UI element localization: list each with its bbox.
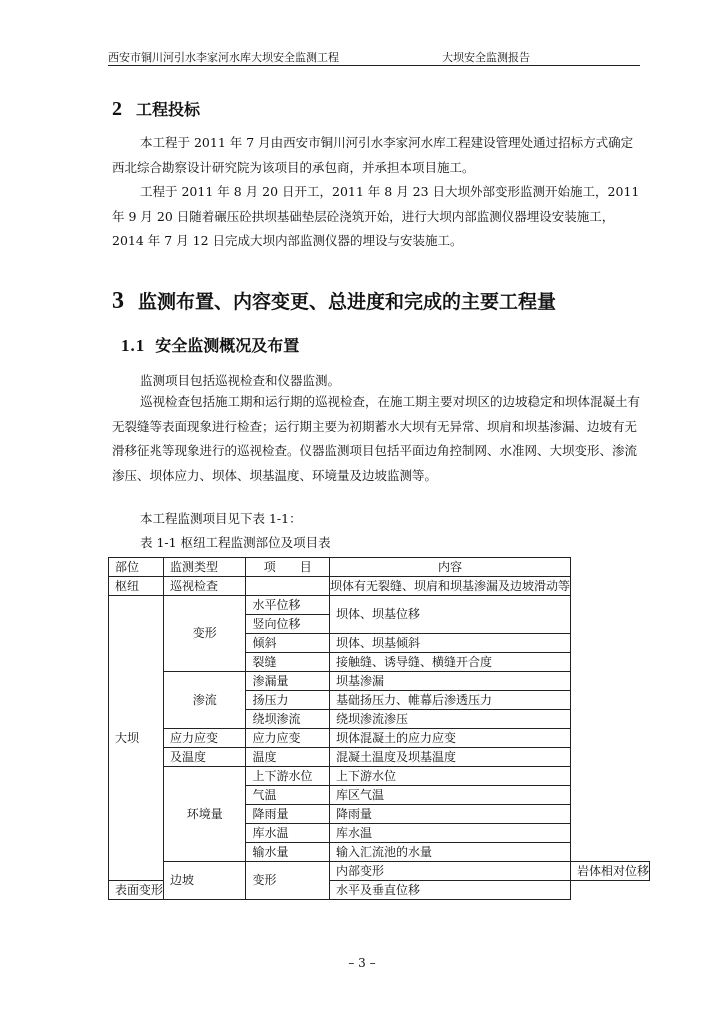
table-row xyxy=(109,596,650,615)
table-row xyxy=(109,748,650,767)
table-cell: 降雨量 xyxy=(329,805,570,824)
section-3-1-paragraph-3: 本工程监测项目见下表 1-1： xyxy=(140,511,302,526)
table-header-cell: 项 目 xyxy=(246,558,329,577)
table-cell: 表面变形 xyxy=(109,881,164,900)
table-header-cell: 内容 xyxy=(329,558,570,577)
section-3-1-heading xyxy=(121,333,299,356)
table-cell: 坝体、坝基倾斜 xyxy=(329,634,570,653)
section-3-title: 监测布置、内容变更、总进度和完成的主要工程量 xyxy=(138,291,557,313)
table-cell: 倾斜 xyxy=(246,634,329,653)
table-row xyxy=(109,672,650,691)
table-cell: 混凝土温度及坝基温度 xyxy=(329,748,570,767)
table-cell: 库区气温 xyxy=(329,786,570,805)
section-2-number: 2 xyxy=(112,98,122,120)
section-2-title: 工程投标 xyxy=(136,100,201,119)
table-cell: 绕坝渗流渗压 xyxy=(329,710,570,729)
table-cell: 枢纽 xyxy=(109,577,164,596)
table-cell: 巡视检查 xyxy=(164,577,246,596)
table-cell-seepage: 渗流 xyxy=(164,672,246,729)
section-3-1-title: 安全监测概况及布置 xyxy=(155,336,300,355)
section-3-heading xyxy=(112,287,556,315)
table-row xyxy=(109,862,650,881)
table-cell: 库水温 xyxy=(329,824,570,843)
table-cell: 降雨量 xyxy=(246,805,329,824)
header-report-name: 大坝安全监测报告 xyxy=(442,51,530,64)
table-cell: 竖向位移 xyxy=(246,615,329,634)
table-cell: 坝体、坝基位移 xyxy=(329,596,570,634)
table-cell: 水平位移 xyxy=(246,596,329,615)
table-cell: 坝体有无裂缝、坝肩和坝基渗漏及边坡滑动等 xyxy=(329,577,570,596)
table-cell-deformation: 变形 xyxy=(164,596,246,672)
table-header-cell: 监测类型 xyxy=(164,558,246,577)
section-3-number: 3 xyxy=(112,288,124,314)
table-cell: 接触缝、诱导缝、横缝开合度 xyxy=(329,653,570,672)
table-cell: 上下游水位 xyxy=(329,767,570,786)
section-3-1-paragraph-2: 巡视检查包括施工期和运行期的巡视检查，在施工期主要对坝区的边坡稳定和坝体混凝土有无裂缝等表面现象进行检查；运行期主要为初期蓄水大坝有无异常、坝肩和坝基渗漏、边坡有无滑移征兆等现象进行的巡视检查。仪器监测项目包括平面边角控制网、水准网、大坝变形、渗流渗压、坝体应力、坝体、坝基温度、环境量及边坡监测等。 xyxy=(112,394,641,483)
header-project-name: 西安市铜川河引水李家河水库大坝安全监测工程 xyxy=(108,51,339,64)
table-cell xyxy=(246,577,329,596)
table-cell: 基础扬压力、帷幕后渗透压力 xyxy=(329,691,570,710)
page-number: – 3 – xyxy=(348,956,376,970)
section-2-paragraph-2: 工程于 2011 年 8 月 20 日开工，2011 年 8 月 23 日大坝外部变形监测开始施工，2011 年 9 月 20 日随着碾压砼拱坝基础垫层砼浇筑开始，进行大坝内部监测仪器埋设安装施工，2014 年 7 月 12 日完成大坝内部监测仪器的埋设与安装施工。 xyxy=(112,184,640,248)
table-cell: 裂缝 xyxy=(246,653,329,672)
table-cell: 坝基渗漏 xyxy=(329,672,570,691)
table-cell: 内部变形 xyxy=(329,862,570,881)
table-cell: 岩体相对位移 xyxy=(570,862,649,881)
table-cell-temperature: 及温度 xyxy=(164,748,246,767)
table-cell: 扬压力 xyxy=(246,691,329,710)
table-cell: 水平及垂直位移 xyxy=(329,881,570,900)
section-3-1-paragraph-1: 监测项目包括巡视检查和仪器监测。 xyxy=(140,373,341,388)
table-header-row xyxy=(109,558,650,577)
table-cell: 输入汇流池的水量 xyxy=(329,843,570,862)
section-2-paragraph-1: 本工程于 2011 年 7 月由西安市铜川河引水李家河水库工程建设管理处通过招标方式确定西北综合勘察设计研究院为该项目的承包商，并承担本项目施工。 xyxy=(112,135,634,175)
monitoring-items-table xyxy=(108,557,650,900)
section-2-heading xyxy=(112,97,200,121)
table-cell-environment: 环境量 xyxy=(164,767,246,862)
table-cell: 绕坝渗流 xyxy=(246,710,329,729)
table-cell: 上下游水位 xyxy=(246,767,329,786)
table-cell-stress: 应力应变 xyxy=(164,729,246,748)
table-cell-slope: 边坡 xyxy=(164,862,246,900)
table-cell: 坝体混凝土的应力应变 xyxy=(329,729,570,748)
table-cell: 输水量 xyxy=(246,843,329,862)
table-cell: 库水温 xyxy=(246,824,329,843)
table-caption: 表 1-1 枢纽工程监测部位及项目表 xyxy=(140,535,331,550)
table-cell: 温度 xyxy=(246,748,329,767)
table-cell: 应力应变 xyxy=(246,729,329,748)
page-header xyxy=(108,49,640,66)
table-row xyxy=(109,577,650,596)
table-cell-dam: 大坝 xyxy=(109,596,164,881)
table-header-cell: 部位 xyxy=(109,558,164,577)
section-3-1-number: 1.1 xyxy=(121,336,146,355)
table-cell: 气温 xyxy=(246,786,329,805)
table-row xyxy=(109,767,650,786)
table-row xyxy=(109,729,650,748)
table-cell-slope-deformation: 变形 xyxy=(246,862,329,900)
table-cell: 渗漏量 xyxy=(246,672,329,691)
